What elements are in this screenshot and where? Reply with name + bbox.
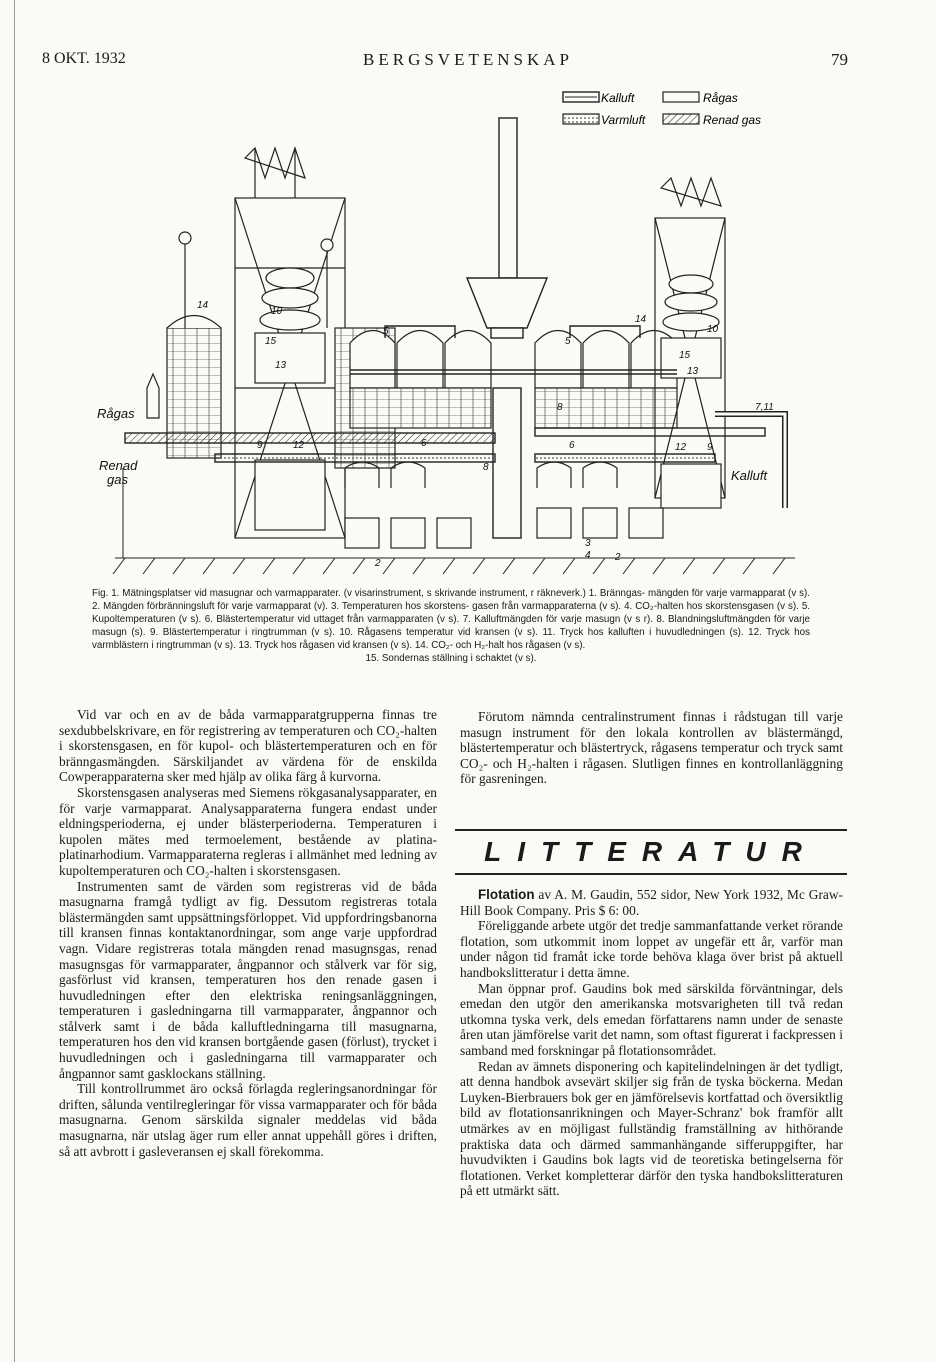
label-6a: 6 — [421, 438, 427, 449]
figure-caption — [92, 587, 810, 665]
caption-line: 9. Blästertemperatur i ringtrumman (v s). 10. Rågasens temperatur vid kransen (v s). 11. Tryck hos kalluften i huvudledningen (s). — [150, 627, 744, 638]
caption-line-last: 15. Sondernas ställning i schaktet (v s). — [365, 653, 537, 664]
label-8a: 8 — [557, 402, 563, 413]
label-2b: 2 — [615, 552, 621, 563]
paragraph: Skorstensgasen analyseras med Siemens rökgasanalysapparater, en för varje varmapparat. Analysapparaterna fungera endast under eldningsperioderna, ej under blästerperioderna. Temperaturen i kupolen mätes med termoelement, bestående av platina-platinarhodium. Varmapparaterna regleras i allmänhet med ledning av kupoltemperaturen och CO₂-halten i skorstensgasen. — [59, 784, 437, 878]
label-2a: 2 — [375, 558, 381, 569]
label-gas: gas — [107, 472, 128, 487]
paragraph: Vid var och en av de båda varmapparatgrupperna finnas tre sexdubbelskrivare, en för registrering av temperaturen och CO₂-halten i skorstensgasen, en för kupol- och blästertemperaturen och en för bränngasmängden. Särskiljandet av värdena för de enskilda Cowperapparaterna sker med hjälp av olika färg å kurvorna. — [59, 707, 437, 785]
section-title: LITTERATUR — [484, 836, 818, 867]
paragraph: Instrumenten samt de värden som registreras vid de båda masugnarna framgå tydligt av fig. Dessutom registreras totala blästermängden samt uppsättningsförloppet. Vid uppfordringsbanorna till kransen finnas kontaktanordningar, som ange varje uppfordrad vagn. Vidare registreras totala mängden renad masugnsgas, renad masugnsgas för varmapparater, ångpannor och stålverk var för sig, gasförlust vid kransen, temperaturen hos den renade gasen i huvudledningen efter den elektriska reningsanläggningen, temperaturen i gasledningarna till varmapparater, ångpannor och stålverk samt i de båda kalluftledningarna till masugnarna, temperaturen hos den vid kransen bortgående gasen (förlust), trycket i huvudledningen och i gasledningarna till varmapparater och ångpannor samt gasklockans ställning. — [59, 878, 437, 1081]
right-column — [460, 709, 843, 787]
legend-swatch-renad-gas — [663, 114, 699, 124]
caption-line: mängden för varje varmapparat (v s). 2. Mängden förbränningsluft för varje varmapparat (v). 3. Temperaturen hos skorstens- — [92, 588, 810, 612]
review-heading — [460, 887, 843, 918]
legend-swatch-varmluft — [563, 114, 599, 124]
label-14b: 14 — [635, 314, 647, 325]
caption-line: Fig. 1. Mätningsplatser vid masugnar och varmapparater. (v visarinstrument, s skrivande instrument, r räkneverk.) 1. Bränngas- — [92, 588, 646, 599]
label-3: 3 — [585, 538, 591, 549]
label-9a: 9 — [257, 440, 263, 451]
figure-legend — [563, 91, 761, 127]
section-rule-bottom — [455, 873, 847, 875]
label-renad: Renad — [99, 458, 138, 473]
legend-varmluft: Varmluft — [601, 113, 646, 127]
journal-title: BERGSVETENSKAP — [363, 50, 573, 69]
label-15a: 15 — [265, 336, 277, 347]
central-chimney — [467, 118, 547, 538]
label-kalluft: Kalluft — [731, 468, 768, 483]
label-9b: 9 — [707, 442, 713, 453]
caption-line: 12. Tryck hos varmblästern i ringtrumman (v s). 13. Tryck hos rågasen vid kransen (v s). 14. CO₂- och H₂-halt hos rågasen (v s). — [92, 627, 810, 651]
label-6b: 6 — [569, 440, 575, 451]
page-number: 79 — [831, 50, 848, 69]
paragraph: Redan av ämnets disponering och kapitelindelningen är det tydligt, att denna handbok avsevärt skiljer sig från de tyska böckerna. Medan Luyken-Bierbrauers bok ger en jämförelsevis kortfattad och översiktlig bild av flotationsanrikningen och Mayer-Schranz' bok framför allt utmärkes av en möjligast fullständig framställning av hithörande praktiska data och därmed sammanhängande sifferuppgifter, har huvudvikten i Gaudins bok lagts vid de teoretiska betingelserna för flotationen. Verket kompletterar därför den tyska handbokslitteraturen på ett utmärkt sätt. — [460, 1058, 843, 1199]
label-ragas: Rågas — [97, 406, 135, 421]
label-13a: 13 — [275, 360, 287, 371]
label-5a: 5 — [383, 326, 389, 337]
paragraph: Förutom nämnda centralinstrument finnas i rådstugan till varje masugn instrument för den lokala kontrollen av blästermängd, blästertemperatur och blästertryck, rågasens temperatur och tryck samt CO₂- och H₂-halten i rågasen. Slutligen finnes en kontrollanläggning för gasreningen. — [460, 709, 843, 787]
label-14a: 14 — [197, 300, 209, 311]
label-13b: 13 — [687, 366, 699, 377]
label-4: 4 — [585, 550, 591, 561]
book-title: Flotation — [478, 887, 535, 902]
book-info: av A. M. Gaudin, 552 sidor, New York 1932, Mc Graw-Hill Book Company. Pris $ 6: 00. — [460, 887, 843, 918]
legend-swatch-ragas — [663, 92, 699, 102]
scan-edge-line — [14, 0, 15, 1362]
label-5b: 5 — [565, 336, 571, 347]
paragraph: Till kontrollrummet äro också förlagda regleringsanordningar för driften, sålunda ventilregleringar för vissa varmapparater och för båda masugnarna. Genom särskilda signaler meddelas vid båda masugnarna, när utslag äger rum eller annat uppehåll göres i driften, så att avbrott i gasleveransen ej skall förekomma. — [59, 1081, 437, 1159]
legend-renad-gas: Renad gas — [703, 113, 762, 127]
label-15b: 15 — [679, 350, 691, 361]
book-review — [460, 887, 843, 1199]
left-blast-furnace — [235, 148, 345, 538]
label-8b: 8 — [483, 462, 489, 473]
label-7-11: 7,11 — [755, 402, 774, 413]
paragraph: Man öppnar prof. Gaudins bok med särskilda förväntningar, dels emedan den utgör den amerikanska motsvarigheten till två redan utkomna tyska verk, dels emedan författarens namn under de senaste åren utan jämförelse varit det namn, som oftast figurerat i fackpressen i samband med forskningar på flotationsområdet. — [460, 980, 843, 1058]
paragraph: Föreliggande arbete utgör det tredje sammanfattande verket rörande flotation, som utkommit inom loppet av ungefär ett år, varför man under någon tid framåt icke torde behöva klaga över brist på aktuell handbokslitteratur i detta ämne. — [460, 918, 843, 980]
left-column — [59, 707, 437, 1159]
issue-date: 8 OKT. 1932 — [42, 50, 126, 67]
label-10b: 10 — [707, 324, 719, 335]
caption-line: gasen från varmapparaterna (v s). 4. CO₂-halten hos skorstensgasen (v s). 5. Kupoltemperaturen (v s). 6. Blästertemperatur — [92, 601, 810, 625]
section-rule-top — [455, 829, 847, 831]
label-10a: 10 — [271, 306, 283, 317]
figure-diagram — [95, 88, 815, 588]
label-12a: 12 — [293, 440, 305, 451]
label-12b: 12 — [675, 442, 687, 453]
legend-ragas: Rågas — [703, 91, 738, 105]
legend-kalluft: Kalluft — [601, 91, 635, 105]
caption-line: vid uttaget från varmapparaten (v s). 7. Kalluftmängden för varje masugn (v s r). 8. Blandningsluftmängden för varje masugn (s). — [92, 614, 810, 638]
